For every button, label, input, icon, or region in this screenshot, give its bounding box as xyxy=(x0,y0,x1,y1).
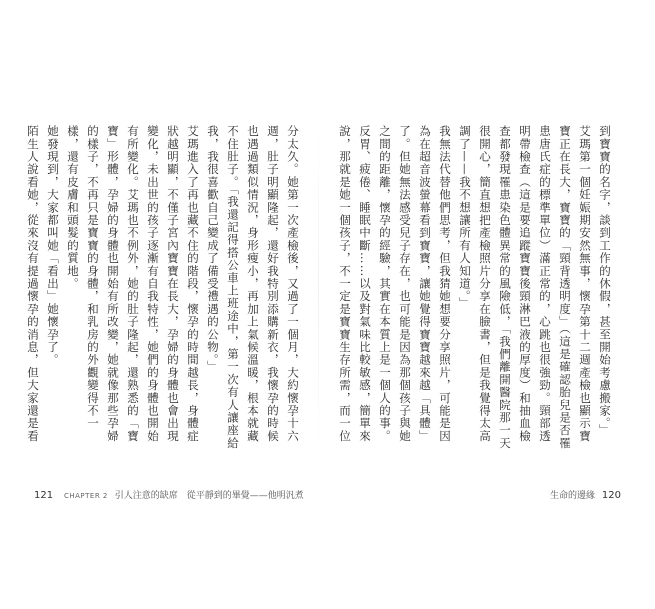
left-paragraph: 陌生人說看她，從來沒有提過懷孕的消息，但大家還是看 xyxy=(26,125,40,443)
left-paragraph: 分太久。她第一次產檢後，又過了一個月，大約懷孕十六週，肚子明顯隆起，還好我特別添購新衣，我懷孕的時候也遇過類似情況，身形瘦小，再加上氣候溫暖，根本就藏不住肚子。「我還記得搭公車上班途中，第一次有人讓座給我，我很喜歡自己變成了備受禮遇的公物。」 xyxy=(206,125,300,450)
left-running-title: 引人注意的缺席 從平靜到的畢覺——他明汎煮 xyxy=(114,491,304,501)
right-page-number: 120 xyxy=(601,490,621,501)
left-chapter-label: CHAPTER 2 xyxy=(63,492,108,500)
right-paragraph: 我無法代替他們思考，但我猜她想要分享照片，可能是因為在超音波螢幕看到寶寶，讓她覺得寶寶越來越「具體」了。但她無法感受兒子存在，也可能是因為那個孩子與她之間的距離，懷孕的經驗，其實在本質上是一個人的事。反胃、疲倦、睡眠中斷……以及對氣味比較敏感，簡單來說，那就是她一個孩子，不一定是寶寶生存所需，而一位 xyxy=(338,125,452,443)
right-page-footer xyxy=(550,488,625,501)
left-page-body xyxy=(25,125,303,455)
right-running-title: 生命的邊緣 xyxy=(550,491,596,501)
left-page-footer xyxy=(30,488,304,501)
right-paragraph: 艾瑪第一個妊娠期安然無事，懷孕第十二週產檢也顯示寶寶正在長大，寶寶的「頸背透明度」（這是確認胎兒是否罹患唐氏症的標準單位）滿正常的，心跳也很強勁。頸部透明帶檢查（這是要追蹤寶寶後頸淋巴液的厚度）和抽血檢查都發現罹患染色體異常的風險低，「我們離開醫院那一天很開心，簡直想把產檢照片分享在臉書，但是我覺得太高調了——我不想讓所有人知道。」 xyxy=(458,125,592,450)
page-gutter xyxy=(318,120,319,460)
left-paragraph: 她發現到，大家都叫她「看出」她懷孕了。 xyxy=(46,125,60,367)
left-paragraph: 艾瑪進入了再也藏不住的階段，懷孕的時間越長，身體症狀越明顯，不僅子宮內寶寶在長大，孕婦的身體也會出現變化，未出世的孩子逐漸有自我特性，她們的身體也開始有所變化。艾瑪也不例外，她的肚子隆起，還熟悉的「寶寶」形體，孕婦的身體也開始有所改變，她就像那些孕婦的樣子，不再只是寶寶的身體，和乳房的外觀變得不一樣，還有皮膚和頭髮的質地。 xyxy=(66,125,200,443)
right-paragraph: 到寶寶的名字，談到工作的休假，甚至開始考慮搬家。」 xyxy=(598,125,612,437)
left-page-number: 121 xyxy=(34,490,54,501)
right-page-body xyxy=(333,125,615,455)
